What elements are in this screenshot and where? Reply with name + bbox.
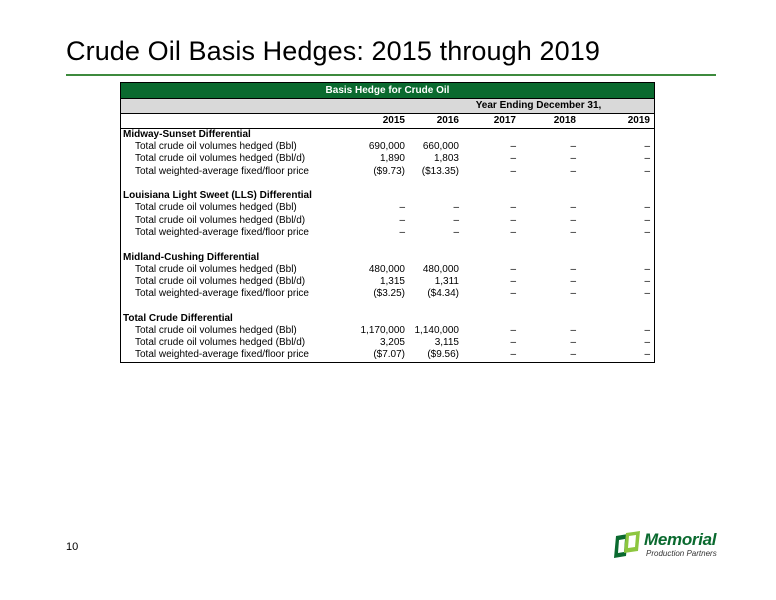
cell-2015: 3,205 [379, 337, 405, 349]
year-header-row [121, 113, 654, 128]
cell-2016: – [453, 226, 459, 238]
cell-2016: 1,311 [434, 275, 459, 287]
row-label: Total crude oil volumes hedged (Bbl) [135, 141, 297, 153]
period-header: Year Ending December 31, [475, 100, 602, 111]
cell-2017: – [510, 349, 516, 361]
cell-2017: – [510, 202, 516, 214]
logo-wordmark: Memorial [644, 530, 717, 549]
year-header-2019: 2019 [627, 115, 650, 126]
cell-2017: – [510, 324, 516, 336]
table-row [121, 227, 654, 239]
section-title: Midland-Cushing Differential [123, 251, 260, 263]
section-spacer [121, 178, 654, 191]
cell-2018: – [570, 263, 576, 275]
section-title: Louisiana Light Sweet (LLS) Differential [123, 190, 312, 202]
table-row [121, 264, 654, 276]
section-title: Total Crude Differential [123, 312, 233, 324]
cell-2018: – [570, 214, 576, 226]
table-row [121, 288, 654, 300]
section-spacer [121, 300, 654, 313]
section-title: Midway-Sunset Differential [123, 129, 251, 140]
cell-2015: 1,890 [379, 153, 405, 165]
row-label: Total weighted-average fixed/floor price [135, 165, 309, 177]
table-body [121, 128, 654, 362]
year-header-2017: 2017 [493, 115, 516, 126]
row-label: Total crude oil volumes hedged (Bbl) [135, 202, 297, 214]
cell-2019: – [644, 153, 650, 165]
section-header-row [121, 313, 654, 325]
cell-2016: 1,140,000 [414, 324, 459, 336]
page-title: Crude Oil Basis Hedges: 2015 through 2019 [66, 36, 600, 66]
cell-2019: – [644, 288, 650, 300]
cell-2015: 1,170,000 [360, 324, 405, 336]
table-row [121, 349, 654, 361]
cell-2018: – [570, 337, 576, 349]
cell-2019: – [644, 337, 650, 349]
cell-2018: – [570, 349, 576, 361]
cell-2019: – [644, 226, 650, 238]
cell-2019: – [644, 165, 650, 177]
cell-2015: – [399, 202, 405, 214]
cell-2018: – [570, 153, 576, 165]
table-row [121, 153, 654, 165]
cell-2016: 660,000 [422, 141, 459, 153]
cell-2017: – [510, 141, 516, 153]
row-label: Total crude oil volumes hedged (Bbl/d) [135, 214, 306, 226]
year-header-2018: 2018 [553, 115, 576, 126]
row-label: Total weighted-average fixed/floor price [135, 226, 309, 238]
cell-2015: – [399, 226, 405, 238]
cell-2018: – [570, 324, 576, 336]
cell-2018: – [570, 288, 576, 300]
row-label: Total weighted-average fixed/floor price [135, 288, 309, 300]
cell-2019: – [644, 324, 650, 336]
year-header-spacer [121, 114, 355, 128]
cell-2019: – [644, 141, 650, 153]
cell-2017: – [510, 263, 516, 275]
cell-2019: – [644, 263, 650, 275]
row-label: Total crude oil volumes hedged (Bbl) [135, 263, 297, 275]
row-label: Total crude oil volumes hedged (Bbl) [135, 324, 297, 336]
cell-2017: – [510, 226, 516, 238]
cell-2016: ($13.35) [421, 165, 459, 177]
section-header-row [121, 252, 654, 264]
cell-2015: 480,000 [368, 263, 405, 275]
period-header-row [121, 98, 654, 128]
section-header-row [121, 190, 654, 202]
page-number: 10 [66, 541, 79, 553]
cell-2019: – [644, 275, 650, 287]
table-row [121, 141, 654, 153]
cell-2018: – [570, 141, 576, 153]
row-label: Total crude oil volumes hedged (Bbl/d) [135, 337, 306, 349]
cell-2019: – [644, 349, 650, 361]
memorial-logo-icon [612, 530, 642, 560]
table-banner: Basis Hedge for Crude Oil [121, 82, 654, 98]
cell-2016: 480,000 [422, 263, 459, 275]
cell-2019: – [644, 202, 650, 214]
section-spacer [121, 239, 654, 252]
cell-2016: 3,115 [434, 337, 459, 349]
table-row [121, 202, 654, 214]
cell-2015: ($7.07) [373, 349, 405, 361]
row-label: Total weighted-average fixed/floor price [135, 349, 309, 361]
cell-2018: – [570, 275, 576, 287]
cell-2017: – [510, 153, 516, 165]
title-divider [66, 74, 716, 76]
row-label: Total crude oil volumes hedged (Bbl/d) [135, 153, 306, 165]
cell-2015: – [399, 214, 405, 226]
cell-2016: – [453, 214, 459, 226]
cell-2016: ($9.56) [427, 349, 459, 361]
logo-subtitle: Production Partners [646, 549, 717, 558]
cell-2018: – [570, 202, 576, 214]
cell-2017: – [510, 214, 516, 226]
year-header-2016: 2016 [436, 115, 459, 126]
cell-2015: 1,315 [379, 275, 405, 287]
table-row [121, 337, 654, 349]
cell-2015: 690,000 [368, 141, 405, 153]
cell-2015: ($3.25) [373, 288, 405, 300]
cell-2016: – [453, 202, 459, 214]
cell-2015: ($9.73) [373, 165, 405, 177]
row-label: Total crude oil volumes hedged (Bbl/d) [135, 275, 306, 287]
table-row [121, 276, 654, 288]
cell-2016: ($4.34) [427, 288, 459, 300]
table-row [121, 325, 654, 337]
company-logo [612, 528, 752, 562]
cell-2017: – [510, 275, 516, 287]
cell-2018: – [570, 165, 576, 177]
table-row [121, 215, 654, 227]
cell-2018: – [570, 226, 576, 238]
cell-2017: – [510, 337, 516, 349]
cell-2017: – [510, 288, 516, 300]
cell-2016: 1,803 [433, 153, 459, 165]
cell-2019: – [644, 214, 650, 226]
table-row [121, 166, 654, 178]
year-header-2015: 2015 [382, 115, 405, 126]
basis-hedge-table [120, 82, 655, 363]
cell-2017: – [510, 165, 516, 177]
section-header-row [121, 128, 654, 141]
